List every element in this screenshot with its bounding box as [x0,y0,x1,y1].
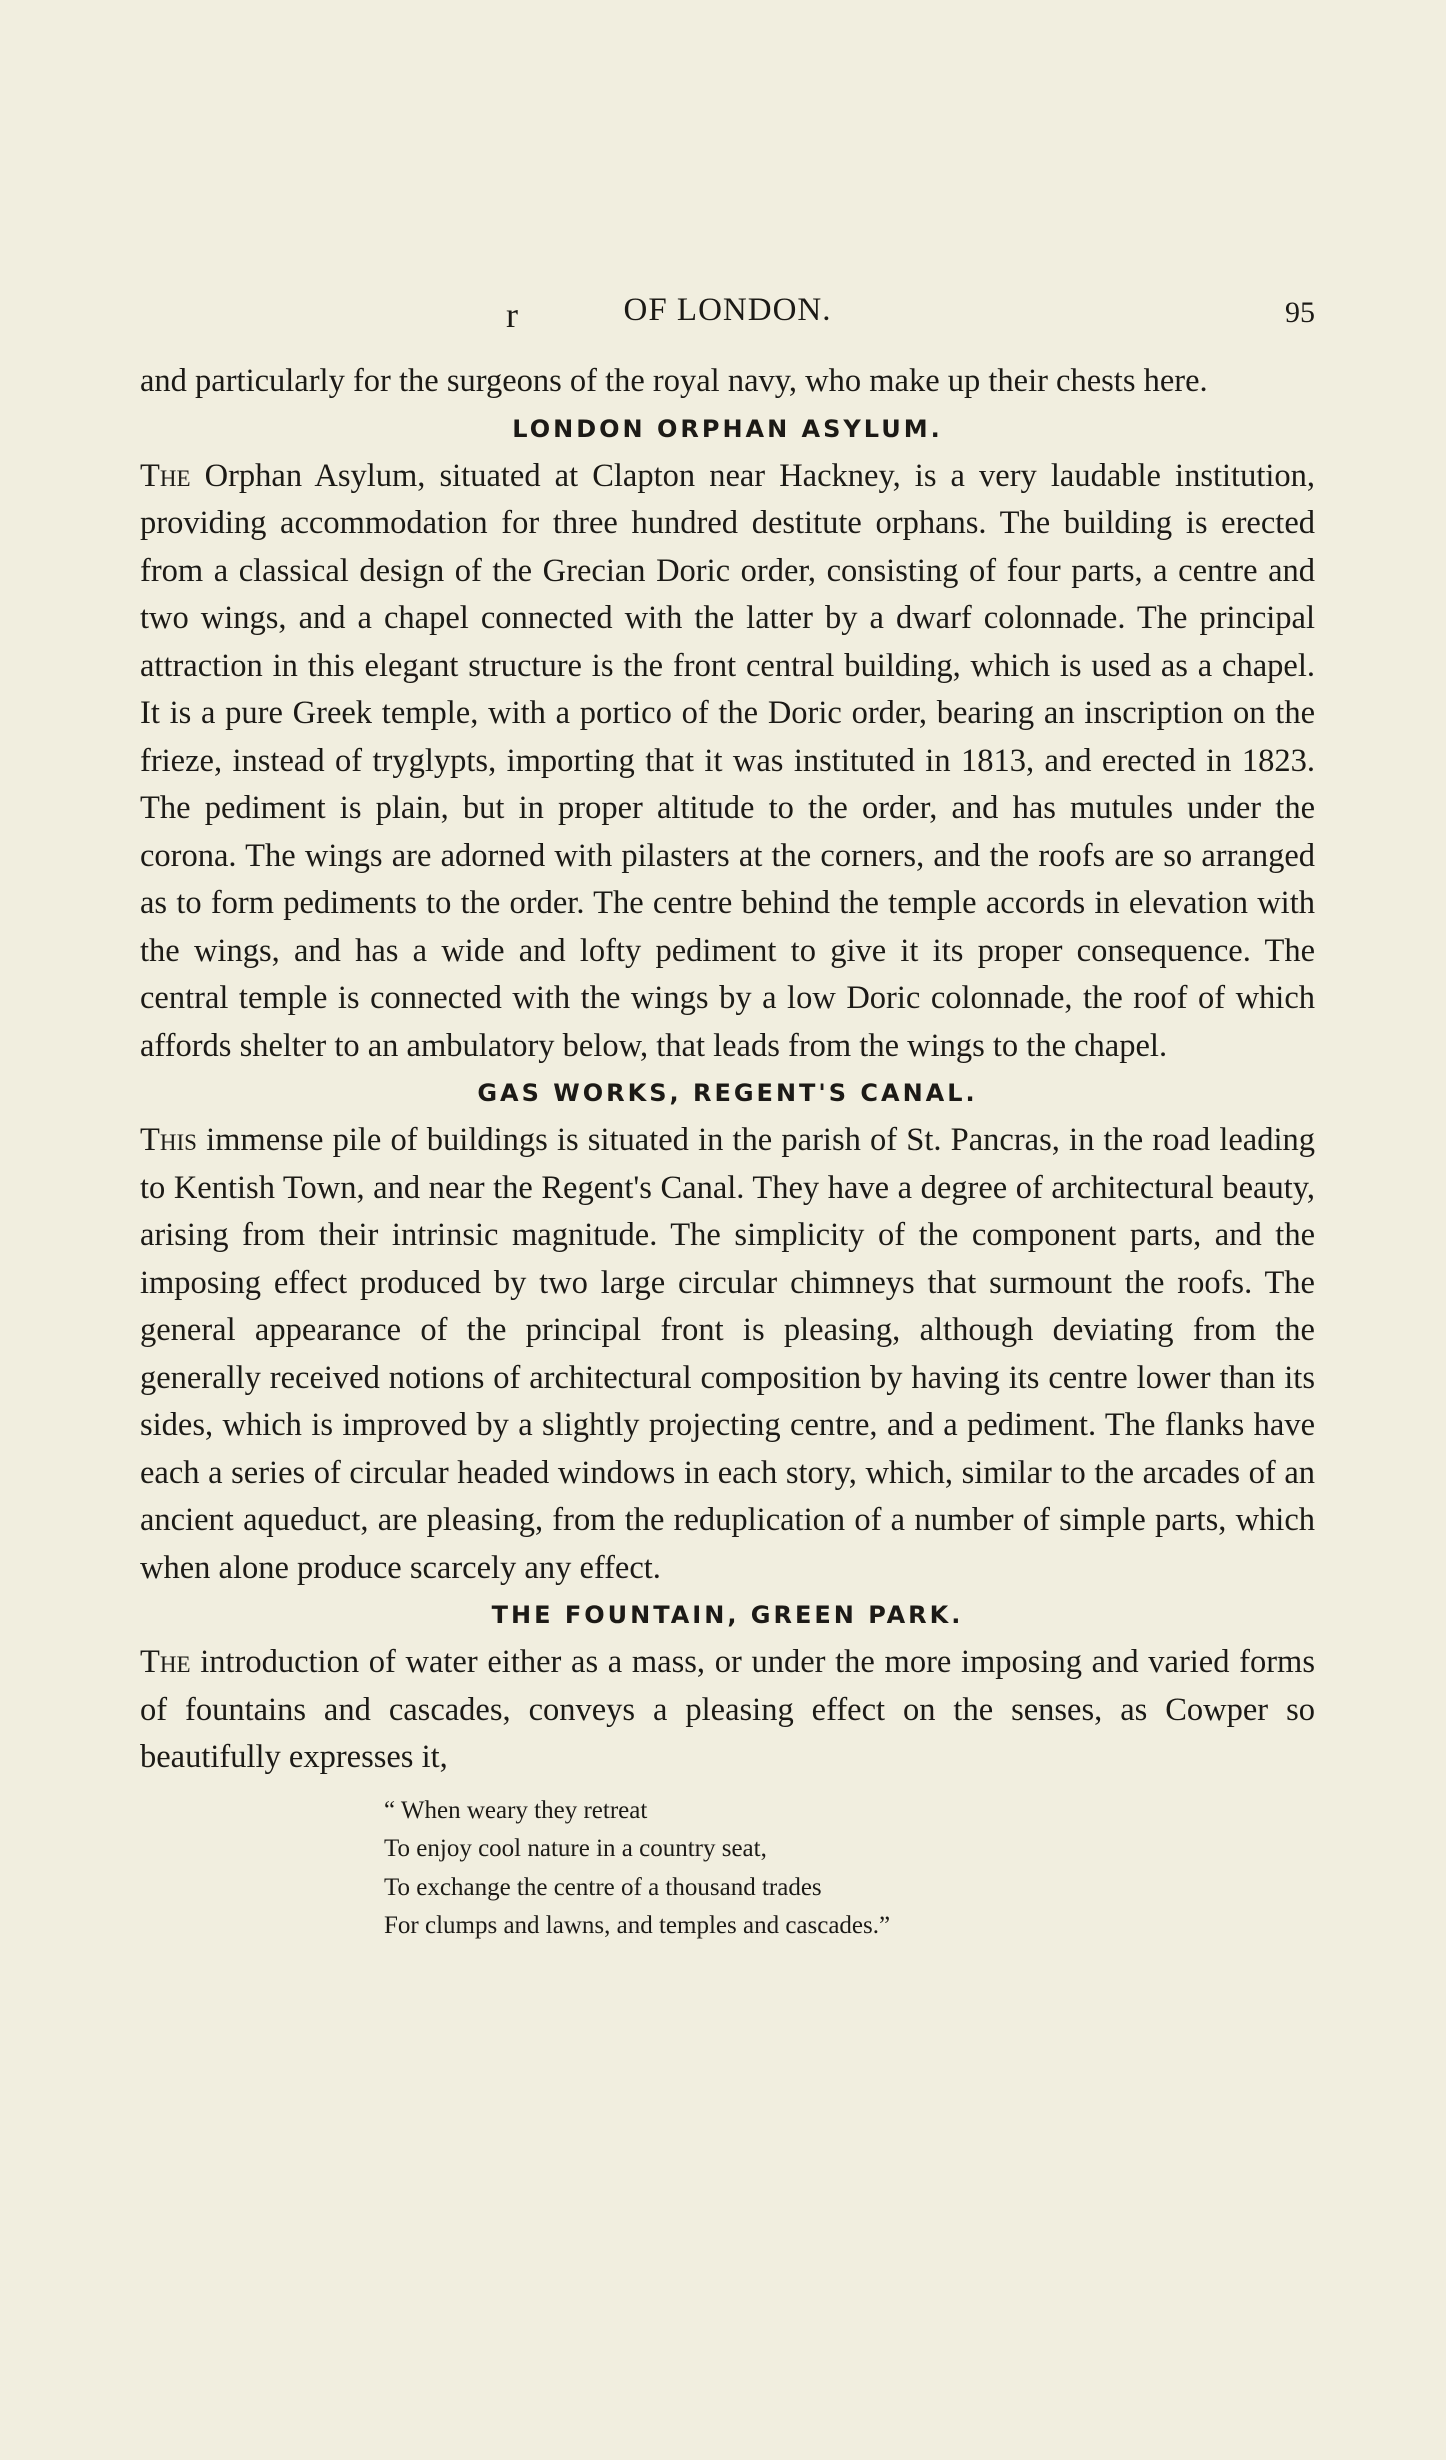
verse-line: For clumps and lawns, and temples and cascades.” [384,1912,891,1939]
verse-line: “ When weary they retreat [384,1796,648,1824]
paragraph-text: immense pile of buildings is situated in the parish of St. Pancras, in the road leading to Kentish Town, and near the Regent's Canal. They have a degree of architectural beauty, arising from their intrinsic magnitude. The simplicity of the component parts, and the imposing effect produced by two large circular chimneys that surmount the roofs. The general appearance of the principal front is pleasing, although deviating from the generally received notions of architectural composition by having its centre lower than its sides, which is improved by a slightly projecting centre, and a pediment. The flanks have each a series of circular headed windows in each story, which, similar to the arcades of an ancient aqueduct, are pleasing, from the reduplication of a number of simple parts, which when alone produce scarcely any effect. [140,1122,1315,1586]
section-heading-gas-works: GAS WORKS, REGENT'S CANAL. [477,1079,978,1107]
paragraph-lead-word: This [140,1122,197,1158]
section-paragraph-orphan-asylum [140,453,1315,1071]
section-heading-orphan-asylum: LONDON ORPHAN ASYLUM. [512,414,943,443]
page-body [140,358,1315,1946]
running-title: OF LONDON. [623,292,832,328]
paragraph-lead-word: The [140,457,191,494]
page-number: 95 [1285,296,1315,329]
section-paragraph-gas-works [140,1117,1315,1592]
paragraph-text: introduction of water either as a mass, or under the more imposing and varied forms of fountains and cascades, conveys a pleasing effect on the senses, as Cowper so beautifully expresses it, [140,1644,1315,1775]
verse-quotation [384,1792,1315,1946]
paragraph-text: Orphan Asylum, situated at Clapton near Hackney, is a very laudable institution, providing accommodation for three hundred destitute orphans. The building is erected from a classical design of the Grecian Doric order, consisting of four parts, a centre and two wings, and a chapel connected with the latter by a dwarf colonnade. The principal attraction in this elegant structure is the front central building, which is used as a chapel. It is a pure Greek temple, with a portico of the Doric order, bearing an inscription on the frieze, instead of tryglypts, importing that it was instituted in 1813, and erected in 1823. The pediment is plain, but in proper altitude to the order, and has mutules under the corona. The wings are adorned with pilasters at the corners, and the roofs are so arranged as to form pediments to the order. The centre behind the temple accords in elevation with the wings, and has a wide and lofty pediment to give it its proper consequence. The central temple is connected with the wings by a low Doric colonnade, the roof of which affords shelter to an ambulatory below, that leads from the wings to the chapel. [140,457,1315,1064]
verse-line: To enjoy cool nature in a country seat, [384,1835,767,1862]
section-heading-fountain: THE FOUNTAIN, GREEN PARK. [491,1601,964,1629]
header-mark: r [506,295,518,335]
section-paragraph-fountain [140,1639,1315,1782]
continuation-paragraph: and particularly for the surgeons of the royal navy, who make up their chests here. [140,363,1208,399]
paragraph-lead-word: The [140,1644,191,1680]
verse-line: To exchange the centre of a thousand trades [384,1873,822,1901]
page-header [140,292,1315,342]
